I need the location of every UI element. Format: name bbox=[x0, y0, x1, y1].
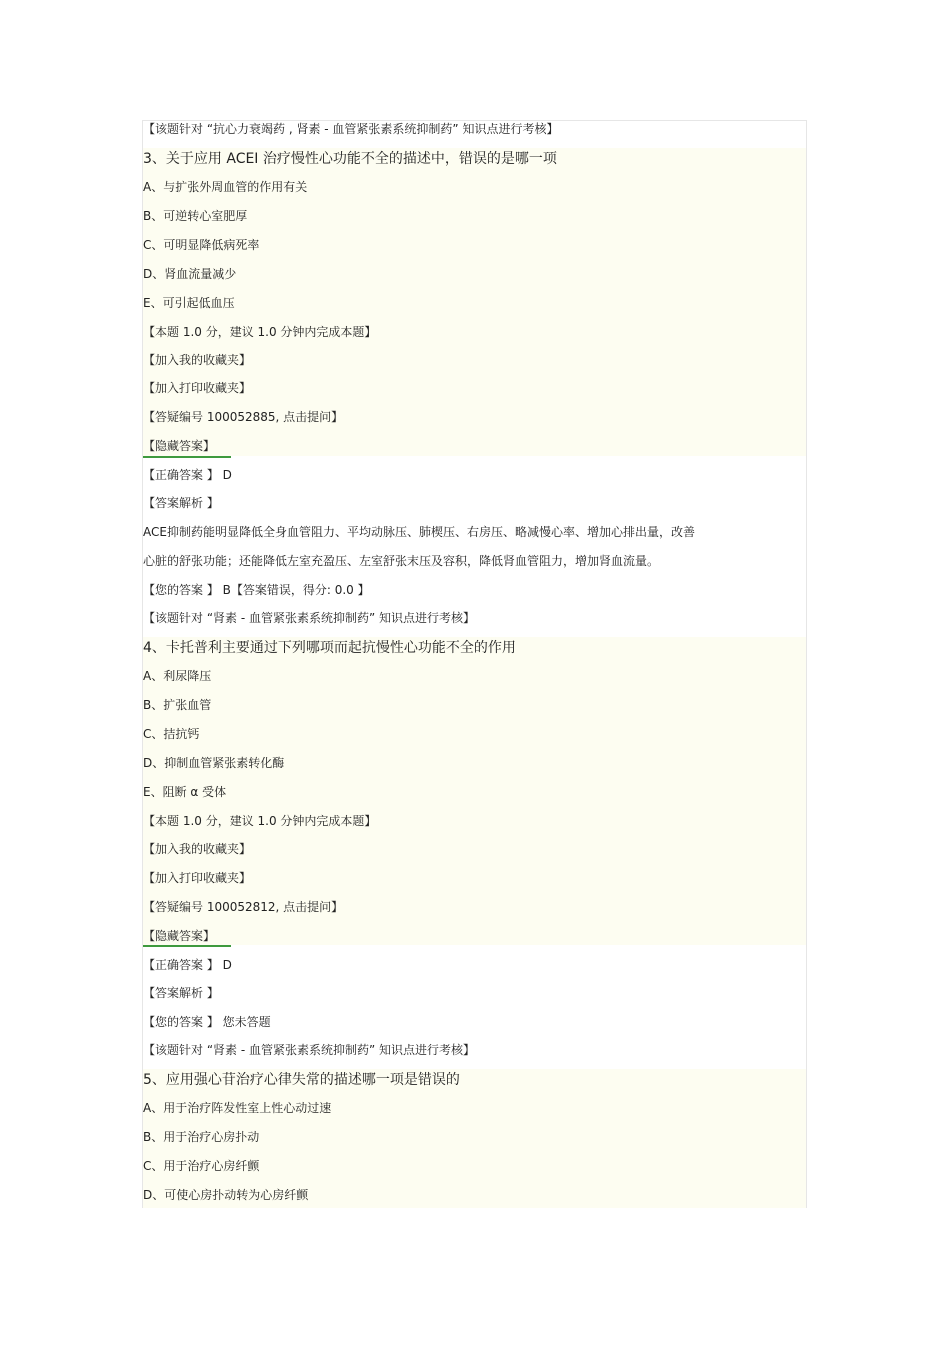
q3-option-c[interactable]: C、可明显降低病死率 bbox=[143, 238, 260, 252]
q4-option-c[interactable]: C、拮抗钙 bbox=[143, 727, 200, 741]
q3-analysis-line-1: ACE抑制药能明显降低全身血管阻力、平均动脉压、肺楔压、右房压、略减慢心率、增加心排出量，改善 bbox=[143, 525, 695, 539]
q5-option-c[interactable]: C、用于治疗心房纤颤 bbox=[143, 1159, 260, 1173]
q2-knowledge-note: 【该题针对 “抗心力衰竭药 , 肾素 - 血管紧张素系统抑制药” 知识点进行考核】 bbox=[143, 122, 559, 136]
q3-analysis-line-2: 心脏的舒张功能；还能降低左室充盈压、左室舒张末压及容积，降低肾血管阻力，增加肾血流量。 bbox=[143, 554, 660, 568]
q4-analysis-label: 【答案解析 】 bbox=[143, 986, 219, 1000]
q4-correct-answer: 【正确答案 】 D bbox=[143, 958, 232, 972]
q4-ask-question-link[interactable]: 【答疑编号 100052812, 点击提问】 bbox=[143, 900, 344, 914]
q3-option-a[interactable]: A、与扩张外周血管的作用有关 bbox=[143, 180, 308, 194]
q5-option-b[interactable]: B、用于治疗心房扑动 bbox=[143, 1130, 260, 1144]
q4-your-answer: 【您的答案 】 您未答题 bbox=[143, 1015, 271, 1029]
q3-title: 3、关于应用 ACEI 治疗慢性心功能不全的描述中，错误的是哪一项 bbox=[143, 151, 557, 167]
q3-option-b[interactable]: B、可逆转心室肥厚 bbox=[143, 209, 248, 223]
q4-option-a[interactable]: A、利尿降压 bbox=[143, 669, 212, 683]
q4-add-favorites-link[interactable]: 【加入我的收藏夹】 bbox=[143, 842, 252, 856]
q4-add-print-favorites-link[interactable]: 【加入打印收藏夹】 bbox=[143, 871, 252, 885]
q3-hide-answer-link[interactable]: 【隐藏答案】 bbox=[143, 439, 216, 453]
q4-option-e[interactable]: E、阻断 α 受体 bbox=[143, 785, 227, 799]
q3-ask-question-link[interactable]: 【答疑编号 100052885, 点击提问】 bbox=[143, 410, 344, 424]
q3-your-answer: 【您的答案 】 B【答案错误，得分: 0.0 】 bbox=[143, 583, 370, 597]
q3-score-note: 【本题 1.0 分，建议 1.0 分钟内完成本题】 bbox=[143, 325, 377, 339]
q4-knowledge-note: 【该题针对 “肾素 - 血管紧张素系统抑制药” 知识点进行考核】 bbox=[143, 1043, 476, 1057]
q4-score-note: 【本题 1.0 分，建议 1.0 分钟内完成本题】 bbox=[143, 814, 377, 828]
q3-option-e[interactable]: E、可引起低血压 bbox=[143, 296, 235, 310]
q3-add-print-favorites-link[interactable]: 【加入打印收藏夹】 bbox=[143, 381, 252, 395]
q3-correct-answer: 【正确答案 】 D bbox=[143, 468, 232, 482]
q3-add-favorites-link[interactable]: 【加入我的收藏夹】 bbox=[143, 353, 252, 367]
q3-analysis-label: 【答案解析 】 bbox=[143, 496, 219, 510]
q5-option-d[interactable]: D、可使心房扑动转为心房纤颤 bbox=[143, 1188, 309, 1202]
q4-title: 4、卡托普利主要通过下列哪项而起抗慢性心功能不全的作用 bbox=[143, 640, 516, 656]
q4-hide-answer-underline bbox=[143, 945, 231, 947]
q5-option-a[interactable]: A、用于治疗阵发性室上性心动过速 bbox=[143, 1101, 332, 1115]
q4-hide-answer-link[interactable]: 【隐藏答案】 bbox=[143, 929, 216, 943]
q5-title: 5、应用强心苷治疗心律失常的描述哪一项是错误的 bbox=[143, 1072, 460, 1088]
q4-option-b[interactable]: B、扩张血管 bbox=[143, 698, 212, 712]
q3-option-d[interactable]: D、肾血流量减少 bbox=[143, 267, 237, 281]
q3-hide-answer-underline bbox=[143, 456, 231, 458]
q4-option-d[interactable]: D、抑制血管紧张素转化酶 bbox=[143, 756, 285, 770]
q3-knowledge-note: 【该题针对 “肾素 - 血管紧张素系统抑制药” 知识点进行考核】 bbox=[143, 611, 476, 625]
